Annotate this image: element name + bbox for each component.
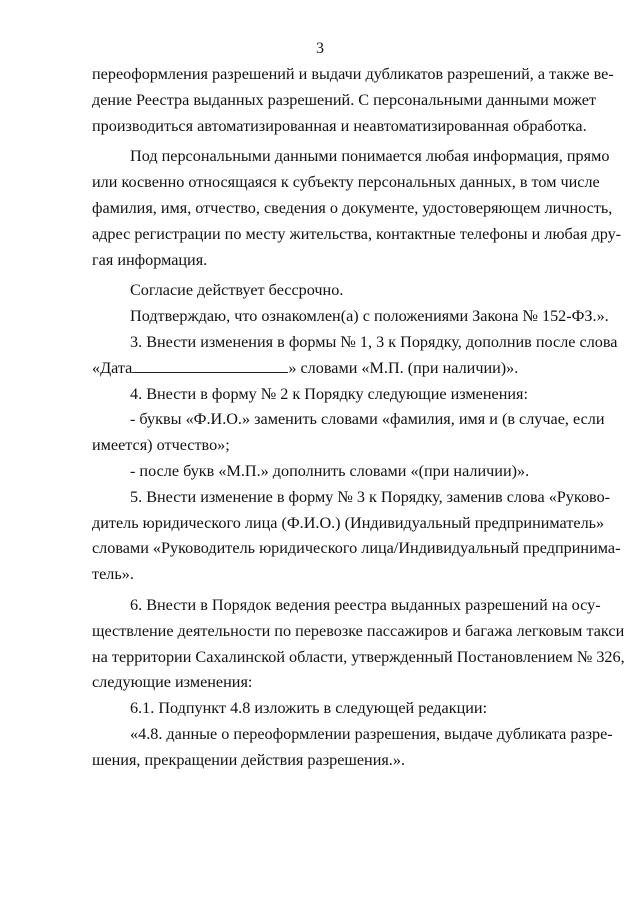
text-line: адрес регистрации по месту жительства, контактные телефоны и любая дру- [92, 224, 622, 243]
text-line: производиться автоматизированная и неавтоматизированная обработка. [92, 116, 587, 135]
text-line: гая информация. [92, 250, 208, 269]
text-line: словами «Руководитель юридического лица/Индивидуальный предпринима- [92, 539, 621, 558]
text-line [92, 356, 592, 382]
text-fragment: » словами «М.П. (при наличии)». [288, 358, 519, 377]
text-line: 6.1. Подпункт 4.8 изложить в следующей редакции: [130, 699, 488, 718]
date-label: «Дата [92, 358, 133, 377]
text-line: переоформления разрешений и выдачи дубликатов разрешений, а также ве- [92, 65, 614, 83]
text-line: Подтверждаю, что ознакомлен(а) с положениями Закона № 152-ФЗ.». [130, 307, 609, 326]
text-line: 5. Внести изменение в форму № 3 к Порядку, заменив слова «Руково- [130, 487, 611, 506]
text-line: ществление деятельности по перевозке пассажиров и багажа легковым такси [92, 621, 625, 640]
text-line: Под персональными данными понимается любая информация, прямо [130, 147, 610, 166]
text-line: 3. Внести изменения в формы № 1, 3 к Порядку, дополнив после слова [130, 332, 618, 351]
date-blank-field [132, 358, 288, 373]
text-line: 4. Внести в форму № 2 к Порядку следующие изменения: [130, 384, 528, 403]
text-line: на территории Сахалинской области, утвержденный Постановлением № 326, [92, 647, 625, 666]
text-line: 6. Внести в Порядок ведения реестра выданных разрешений на осу- [130, 595, 601, 614]
text-line: Согласие действует бессрочно. [130, 281, 344, 300]
text-line: «4.8. данные о переоформлении разрешения, выдаче дубликата разре- [130, 724, 613, 743]
text-line: - буквы «Ф.И.О.» заменить словами «фамилия, имя и (в случае, если [130, 410, 605, 429]
document-body [92, 62, 625, 774]
text-line: тель». [92, 565, 134, 584]
text-line: имеется) отчество»; [92, 436, 230, 455]
text-line: - после букв «М.П.» дополнить словами «(при наличии)». [130, 461, 530, 480]
text-line: или косвенно относящаяся к субъекту персональных данных, в том числе [92, 173, 600, 192]
text-line: шения, прекращении действия разрешения.». [92, 750, 405, 769]
text-line: дитель юридического лица (Ф.И.О.) (Индивидуальный предприниматель» [92, 513, 605, 532]
text-line: следующие изменения: [92, 673, 253, 692]
page-number: 3 [316, 40, 324, 57]
text-line: дение Реестра выданных разрешений. С персональными данными может [92, 90, 597, 109]
text-line: фамилия, имя, отчество, сведения о документе, удостоверяющем личность, [92, 198, 613, 217]
